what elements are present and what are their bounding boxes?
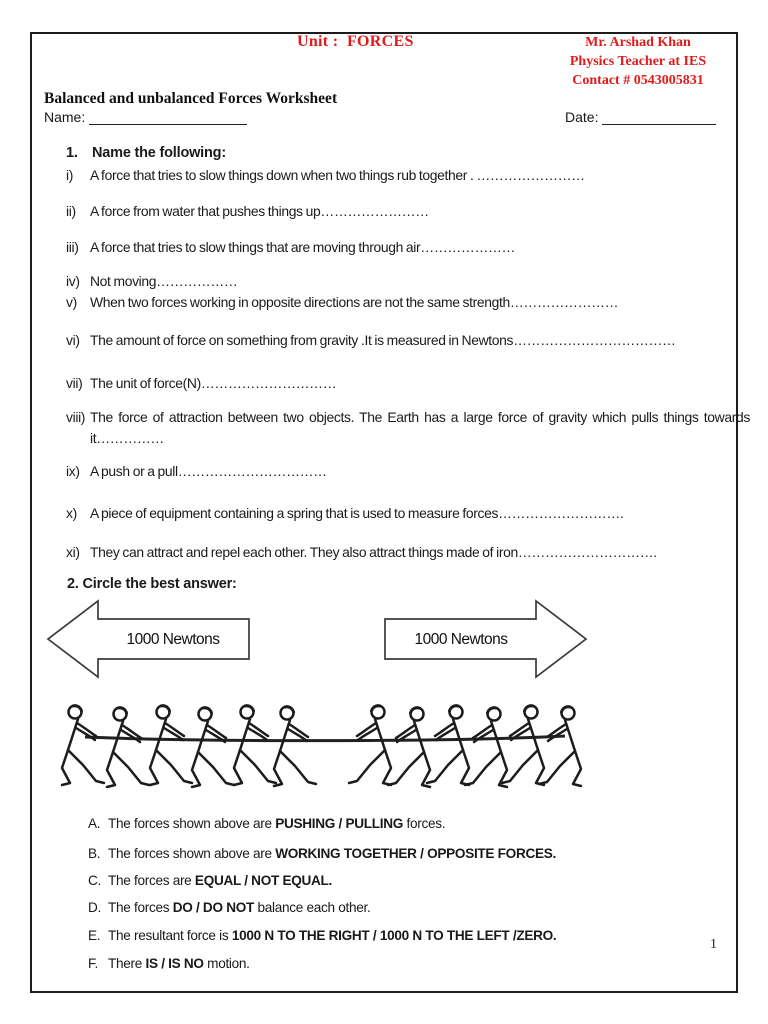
section2-heading: 2. Circle the best answer: [67,576,237,592]
choice-bold-text: WORKING TOGETHER / OPPOSITE FORCES. [275,846,557,861]
choice-bold-text: DO / DO NOT [172,900,254,915]
question-marker: xi) [66,544,80,560]
choice-text: The forces shown above are [108,816,276,831]
question-text: A force that tries to slow things that are moving through air………………… [90,239,516,255]
question-text: A piece of equipment containing a spring that is used to measure forces………………………. [90,505,624,521]
question-item [66,373,750,394]
right-force-arrow [382,598,594,681]
choice-text: balance each other. [254,900,371,915]
choice-marker: D. [88,900,101,915]
date-blank-line [602,109,716,125]
name-field-row [44,109,247,125]
section1-heading-text: Name the following: [92,145,226,161]
question-marker: x) [66,505,77,521]
left-force-arrow [40,598,252,681]
question-marker: ii) [66,203,76,219]
question-marker: i) [66,167,74,183]
date-field-row [565,109,716,125]
tug-of-war-illustration [55,692,590,804]
choice-text: forces. [403,816,446,831]
question-marker: ix) [66,463,80,479]
section1-heading [66,145,226,161]
section1-number: 1. [66,145,78,161]
unit-title: Unit : FORCES [297,33,414,50]
choice-item [88,899,718,917]
choice-text: The forces shown above are [108,846,276,861]
question-item [66,330,750,351]
date-label: Date: [565,109,599,125]
question-item [66,407,750,448]
question-text: A push or a pull…………………………… [90,463,327,479]
question-text: A force from water that pushes things up…………………… [90,203,429,219]
choice-item [88,815,718,833]
question-text: The amount of force on something from gravity .It is measured in Newtons……………………………… [90,332,676,348]
teacher-contact: Contact # 0543005831 [572,73,704,88]
choice-bold-text: IS / IS NO [145,956,204,971]
choice-marker: B. [88,846,101,861]
choice-text: There [108,956,146,971]
page-number: 1 [710,937,717,952]
right-arrow-label: 1000 Newtons [414,630,508,648]
question-item [66,271,750,292]
teacher-name: Mr. Arshad Khan [585,35,691,50]
choice-text: motion. [203,956,250,971]
choice-item [88,845,718,863]
choice-bold-text: 1000 N TO THE RIGHT / 1000 N TO THE LEFT /ZERO. [231,928,557,943]
choice-bold-text: PUSHING / PULLING [275,816,404,831]
question-marker: vii) [66,375,83,391]
teacher-info-block [558,33,718,90]
question-item [66,542,750,563]
rope [85,736,565,741]
question-item [66,503,750,524]
question-text: They can attract and repel each other. They also attract things made of iron…………………………. [90,544,657,560]
question-item [66,292,750,313]
choice-text: The resultant force is [108,928,232,943]
question-text: Not moving……………… [90,273,238,289]
question-marker: viii) [66,409,86,425]
choice-bold-text: EQUAL / NOT EQUAL. [194,873,333,888]
question-marker: iv) [66,273,80,289]
question-text: When two forces working in opposite directions are not the same strength…………………… [90,294,619,310]
worksheet-title: Balanced and unbalanced Forces Worksheet [44,90,338,107]
choice-marker: C. [88,873,101,888]
question-marker: iii) [66,239,79,255]
choice-item [88,955,718,973]
question-text: The unit of force(N)………………………… [90,375,337,391]
name-label: Name: [44,109,86,125]
question-marker: vi) [66,332,80,348]
choice-marker: F. [88,956,98,971]
question-item [66,461,750,482]
choice-text: The forces are [108,873,195,888]
teacher-role: Physics Teacher at IES [569,54,707,69]
question-marker: v) [66,294,77,310]
choice-text: The forces [108,900,173,915]
question-item [66,237,750,258]
choice-item [88,872,718,890]
question-item [66,201,750,222]
choice-item [88,927,718,945]
name-blank-line [89,109,247,125]
left-arrow-label: 1000 Newtons [126,630,220,648]
question-text: The force of attraction between two objects. The Earth has a large force of gravity which pulls things towards it…………… [90,409,750,446]
question-item [66,165,750,186]
choice-marker: E. [88,928,101,943]
question-text: A force that tries to slow things down when two things rub together . …………………… [90,167,585,183]
choice-marker: A. [88,816,101,831]
